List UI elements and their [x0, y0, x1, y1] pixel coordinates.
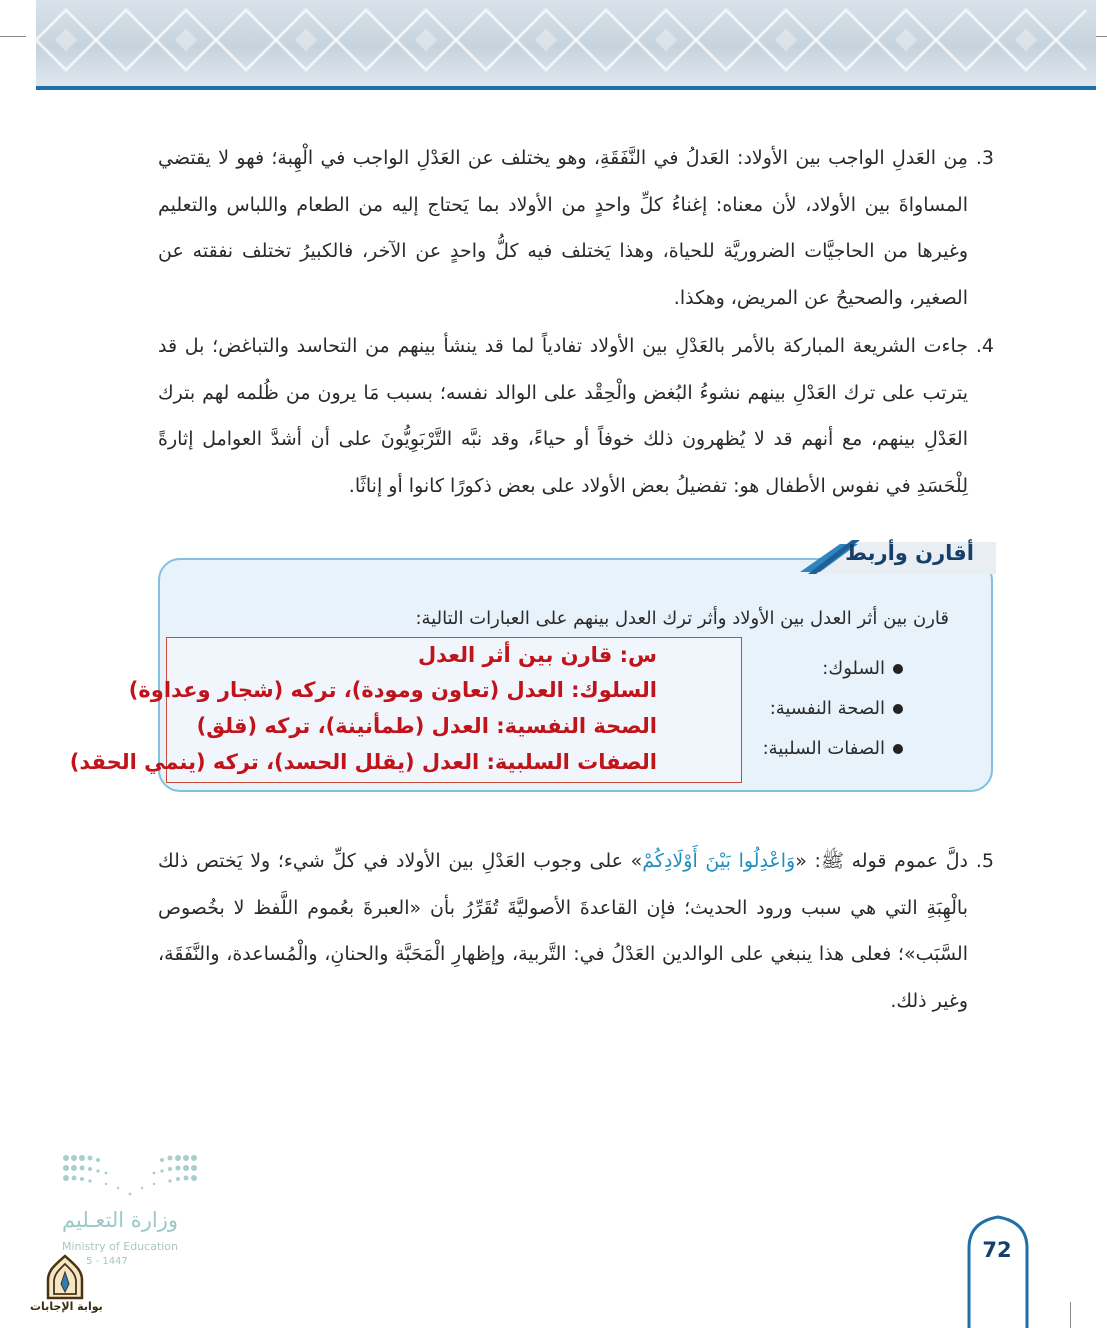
- ministry-logo-icon: [62, 1154, 198, 1200]
- bullet-icon: [893, 744, 903, 754]
- compare-item: السلوك:: [822, 658, 903, 679]
- answer-line: السلوك: العدل (تعاون ومودة)، تركه (شجار وعداوة): [128, 678, 657, 702]
- paragraph-5: [158, 838, 994, 1024]
- header-pattern-band: [36, 0, 1096, 86]
- site-logo-icon: [44, 1254, 86, 1300]
- crop-mark: [1070, 1302, 1071, 1328]
- paragraph-number: .4: [975, 335, 994, 357]
- paragraph-number: .3: [975, 147, 994, 169]
- compare-instruction: قارن بين أثر العدل بين الأولاد وأثر ترك العدل بينهم على العبارات التالية:: [415, 608, 949, 629]
- page-number-tab: [966, 1214, 1030, 1328]
- paragraph-text-before: دلَّ عموم قوله ﷺ: «: [795, 850, 968, 872]
- compare-item: الصفات السلبية:: [763, 738, 903, 759]
- answer-line: الصحة النفسية: العدل (طمأنينة)، تركه (قلق): [196, 714, 657, 738]
- paragraph-4: [158, 323, 994, 509]
- paragraph-number: .5: [975, 850, 994, 872]
- site-name: بوابة الإجابات: [30, 1300, 103, 1313]
- quran-quote: وَاعْدِلُوا بَيْنَ أَوْلَادِكُمْ: [642, 850, 796, 872]
- answer-line: الصفات السلبية: العدل (يقلل الحسد)، تركه (ينمي الحقد): [69, 750, 657, 774]
- compare-title: أقارن وأربط: [845, 541, 974, 565]
- compare-title-tab: [800, 538, 996, 576]
- paragraph-3: [158, 135, 994, 321]
- compare-item: الصحة النفسية:: [770, 698, 903, 719]
- bullet-icon: [893, 704, 903, 714]
- bullet-icon: [893, 664, 903, 674]
- answer-line: س: قارن بين أثر العدل: [417, 643, 657, 667]
- header-rule: [36, 86, 1096, 90]
- page-number: 72: [982, 1238, 1012, 1262]
- academic-year: 5 - 1447: [86, 1256, 128, 1267]
- paragraph-text-after: » على وجوب العَدْلِ بين الأولاد في كلِّ شيء؛ ولا يَختص ذلك بالْهِبَةِ التي هي سبب ورود الحديث؛ فإن القاعدةَ الأصوليَّةَ تُقَرِّرُ بأن «العبرةَ بعُموم اللَّفظ لا بخُصوص السَّبَب»؛ فعلى هذا ينبغي على الوالدين العَدْلُ في: التَّربية، وإظهارِ الْمَحَبَّة والحنانِ، والْمُساعدة، والنَّفَقَة، وغير ذلك.: [158, 850, 968, 1012]
- paragraph-text: جاءت الشريعة المباركة بالأمر بالعَدْلِ بين الأولاد تفادياً لما قد ينشأ بينهم من التحاسد والتباغض؛ بل قد يترتب على ترك العَدْلِ بينهم نشوءُ البُغض والْحِقْد على الوالد نفسه؛ بسبب مَا يرون من ظُلمه لهم بترك العَدْلِ بينهم، مع أنهم قد لا يُظهرون ذلك خوفاً أو حياءً، وقد نبَّه التَّرْبَوِيُّونَ على أن أشدَّ العوامل إثارةً لِلْحَسَدِ في نفوس الأطفال هو: تفضيلُ بعض الأولاد على بعض ذكورًا كانوا أو إناثًا.: [158, 335, 968, 497]
- ministry-name-english: Ministry of Education: [62, 1240, 179, 1253]
- header-pattern: [36, 0, 1096, 86]
- ministry-name-arabic: وزارة التعـليم: [62, 1208, 179, 1232]
- paragraph-text: مِن العَدلِ الواجب بين الأولاد: العَدلُ في النَّفَقَةِ، وهو يختلف عن العَدْلِ الواجب في الْهِبة؛ فهو لا يقتضي المساواةَ بين الأولاد، لأن معناه: إغناءُ كلِّ واحدٍ من الأولاد بما يَحتاج إليه من الطعام واللباس والتعليم وغيرها من الحاجيَّات الضروريَّة للحياة، وهذا يَختلف فيه كلُّ واحدٍ عن الآخر، فالكبيرُ تختلف نفقته عن الصغير، والصحيحُ عن المريض، وهكذا.: [158, 147, 968, 309]
- crop-mark: [0, 36, 26, 37]
